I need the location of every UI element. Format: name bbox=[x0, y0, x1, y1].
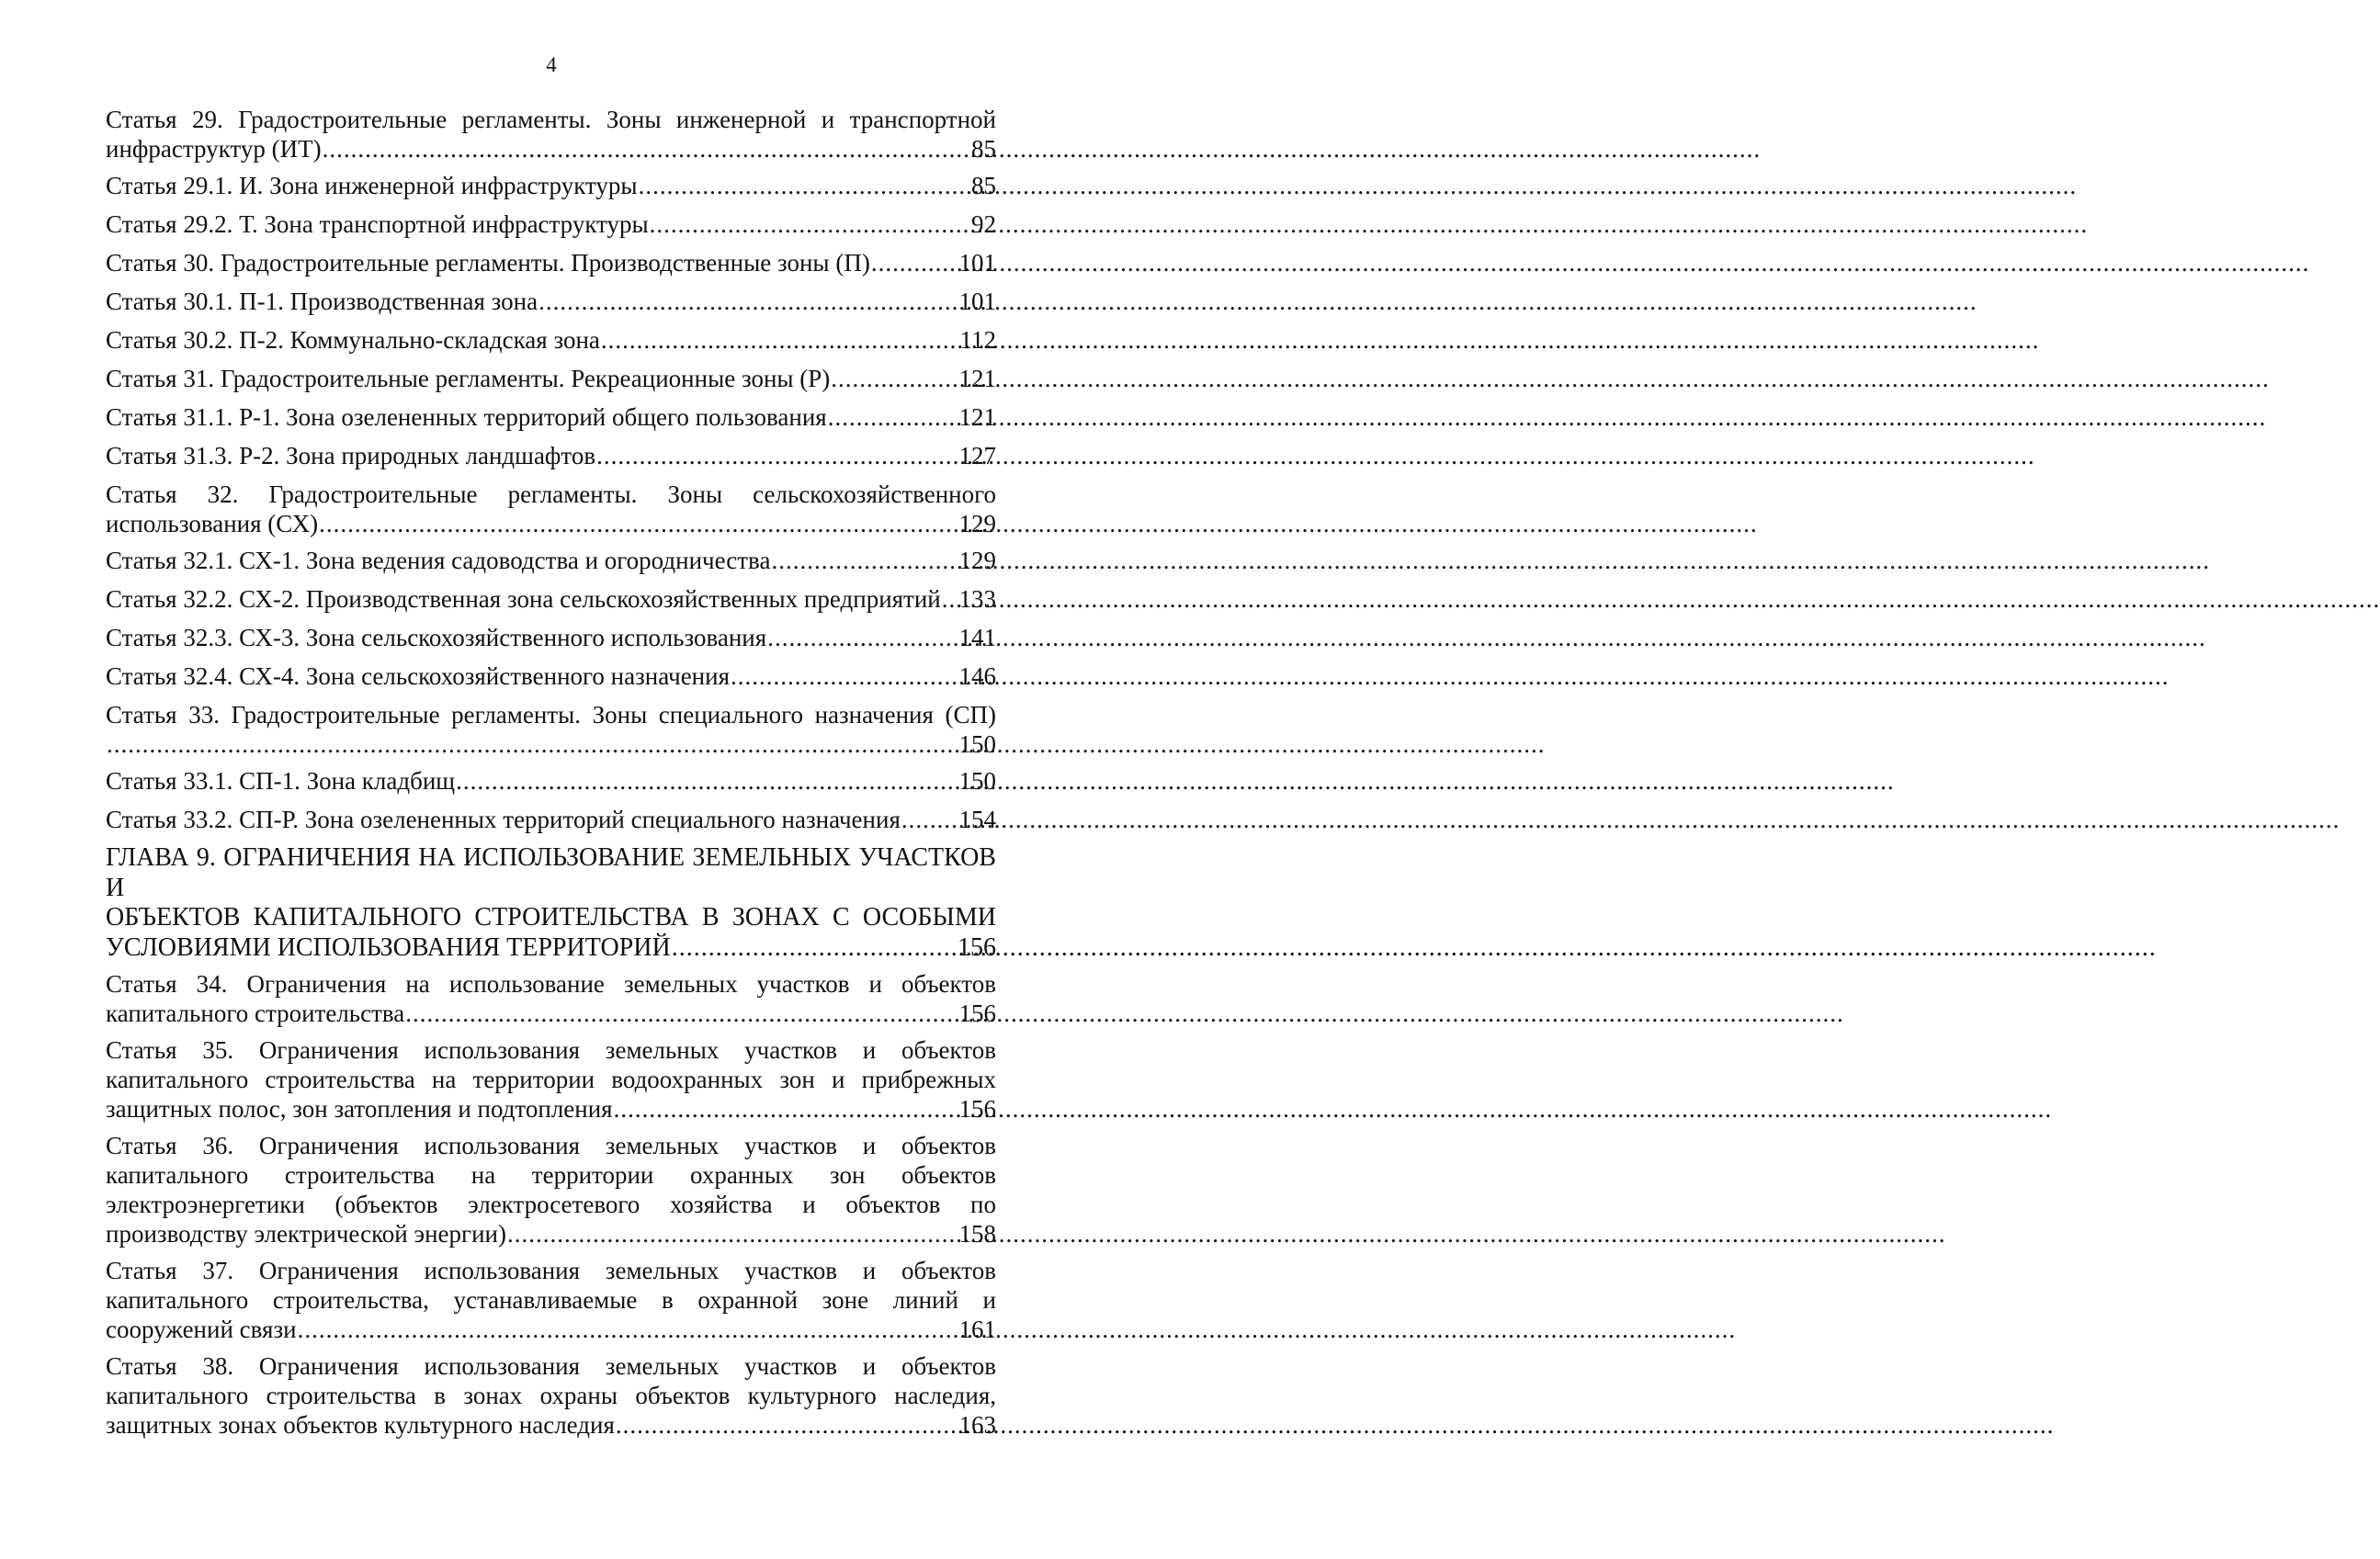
toc-entry bbox=[106, 209, 996, 239]
toc-entry bbox=[106, 1256, 996, 1344]
toc-entry-text-line: электроэнергетики (объектов электросетевого хозяйства и объектов по bbox=[106, 1191, 996, 1218]
toc-entry-last-line bbox=[106, 584, 996, 614]
toc-entry-last-line bbox=[106, 766, 996, 796]
toc-entry-text: Статья 31. Градостроительные регламенты. Рекреационные зоны (Р) bbox=[106, 365, 831, 392]
dot-leader bbox=[830, 364, 958, 393]
toc-entry bbox=[106, 584, 996, 614]
toc-page-number: 161 bbox=[958, 1316, 996, 1343]
dot-leader bbox=[297, 1315, 959, 1344]
toc-entry-text: инфраструктур (ИТ) bbox=[106, 135, 322, 163]
toc-entry-last-line bbox=[106, 134, 996, 164]
toc-page-number: 101 bbox=[958, 288, 996, 315]
toc-entry-text-line: Статья 36. Ограничения использования земельных участков и объектов bbox=[106, 1132, 996, 1159]
toc-entry-text: капитального строительства bbox=[106, 1000, 405, 1027]
toc-entry-text-line: ГЛАВА 9. ОГРАНИЧЕНИЯ НА ИСПОЛЬЗОВАНИЕ ЗЕМЕЛЬНЫХ УЧАСТКОВ И bbox=[106, 843, 996, 902]
toc-entry-text-line: Статья 38. Ограничения использования земельных участков и объектов bbox=[106, 1352, 996, 1380]
dot-leader bbox=[455, 766, 958, 796]
toc-entry bbox=[106, 364, 996, 393]
dot-leader bbox=[538, 287, 958, 316]
toc-chapter-heading bbox=[106, 843, 996, 963]
toc-entry-last-line bbox=[106, 1410, 996, 1440]
toc-entry-text-line: капитального строительства на территории водоохранных зон и прибрежных bbox=[106, 1066, 996, 1093]
toc-entry-last-line bbox=[106, 1315, 996, 1344]
toc-page-number: 150 bbox=[958, 767, 996, 795]
toc-entry-last-line bbox=[106, 805, 996, 834]
toc-entry-text-line: ОБЪЕКТОВ КАПИТАЛЬНОГО СТРОИТЕЛЬСТВА В ЗОНАХ С ОСОБЫМИ bbox=[106, 903, 996, 932]
toc-page-number: 158 bbox=[958, 1220, 996, 1248]
toc-entry bbox=[106, 700, 996, 759]
dot-leader bbox=[600, 325, 960, 355]
toc-entry bbox=[106, 1035, 996, 1124]
toc-entry-last-line bbox=[106, 729, 996, 759]
toc-page-number: 150 bbox=[958, 730, 996, 758]
toc-entry bbox=[106, 546, 996, 575]
toc-entry-last-line bbox=[106, 1219, 996, 1248]
toc-entry-last-line bbox=[106, 171, 996, 200]
dot-leader bbox=[671, 933, 958, 964]
toc-entry-last-line bbox=[106, 287, 996, 316]
toc-entry-text: Статья 29.1. И. Зона инженерной инфраструктуры bbox=[106, 172, 638, 199]
toc-entry-last-line bbox=[106, 248, 996, 277]
toc-entry bbox=[106, 171, 996, 200]
toc-entry-last-line bbox=[106, 364, 996, 393]
dot-leader bbox=[827, 402, 959, 432]
toc-entry-last-line bbox=[106, 623, 996, 652]
dot-leader bbox=[766, 623, 958, 652]
dot-leader bbox=[730, 661, 959, 691]
toc-entry-last-line bbox=[106, 661, 996, 691]
document-page bbox=[0, 0, 1103, 1559]
toc-entry-last-line bbox=[106, 933, 996, 964]
toc-entry-text-line: Статья 29. Градостроительные регламенты. Зоны инженерной и транспортной bbox=[106, 106, 996, 133]
toc-entry-text: защитных зонах объектов культурного наследия bbox=[106, 1411, 615, 1439]
toc-entry-text: Статья 32.3. СХ-3. Зона сельскохозяйственного использования bbox=[106, 624, 767, 651]
dot-leader bbox=[649, 209, 971, 239]
toc-entry-text-line: капитального строительства на территории охранных зон объектов bbox=[106, 1161, 996, 1189]
toc-entry-text-line: Статья 34. Ограничения на использование земельных участков и объектов bbox=[106, 970, 996, 998]
toc-entry-last-line bbox=[106, 999, 996, 1028]
toc-entry-last-line bbox=[106, 1094, 996, 1124]
toc-entry-last-line bbox=[106, 325, 996, 355]
toc-entry-text: Статья 30.2. П-2. Коммунально-складская зона bbox=[106, 326, 600, 354]
toc-entry-text: Статья 31.1. Р-1. Зона озелененных территорий общего пользования bbox=[106, 403, 827, 431]
toc-page-number: 133 bbox=[958, 585, 996, 613]
toc-entry bbox=[106, 105, 996, 164]
toc-entry-last-line bbox=[106, 546, 996, 575]
toc-entry-text-line: Статья 35. Ограничения использования земельных участков и объектов bbox=[106, 1036, 996, 1064]
toc-entry-text: Статья 33.1. СП-1. Зона кладбищ bbox=[106, 767, 456, 795]
toc-entry bbox=[106, 287, 996, 316]
toc-page-number: 127 bbox=[958, 442, 996, 469]
toc-entry bbox=[106, 766, 996, 796]
toc-entry bbox=[106, 441, 996, 470]
toc-entry bbox=[106, 969, 996, 1028]
toc-entry-text-line: капитального строительства, устанавливаемые в охранной зоне линий и bbox=[106, 1286, 996, 1314]
toc-entry bbox=[106, 248, 996, 277]
toc-entry-text: Статья 33.2. СП-Р. Зона озелененных территорий специального назначения bbox=[106, 806, 901, 833]
toc-entry-text-line: Статья 33. Градостроительные регламенты. Зоны специального назначения (СП) bbox=[106, 701, 996, 729]
toc-entry bbox=[106, 623, 996, 652]
toc-page-number: 112 bbox=[959, 326, 996, 354]
dot-leader bbox=[615, 1410, 959, 1440]
toc-entry-text: Статья 32.1. СХ-1. Зона ведения садоводства и огородничества bbox=[106, 547, 771, 574]
toc-entry-text: производству электрической энергии) bbox=[106, 1220, 506, 1248]
toc-entry-text-line: Статья 37. Ограничения использования земельных участков и объектов bbox=[106, 1257, 996, 1284]
toc-entry-text-line: капитального строительства в зонах охраны объектов культурного наследия, bbox=[106, 1382, 996, 1409]
table-of-contents bbox=[106, 105, 996, 1447]
toc-entry bbox=[106, 402, 996, 432]
toc-entry bbox=[106, 1131, 996, 1248]
toc-entry-text: Статья 30.1. П-1. Производственная зона bbox=[106, 288, 538, 315]
dot-leader bbox=[901, 805, 959, 834]
toc-entry-text: Статья 30. Градостроительные регламенты. Производственные зоны (П) bbox=[106, 249, 870, 277]
toc-page-number: 146 bbox=[958, 662, 996, 690]
toc-entry-text: УСЛОВИЯМИ ИСПОЛЬЗОВАНИЯ ТЕРРИТОРИЙ bbox=[106, 932, 671, 962]
toc-page-number: 92 bbox=[971, 210, 996, 238]
toc-entry-last-line bbox=[106, 441, 996, 470]
dot-leader bbox=[941, 584, 959, 614]
toc-entry-text: использования (СХ) bbox=[106, 510, 319, 537]
toc-page-number: 156 bbox=[958, 932, 996, 962]
toc-entry-last-line bbox=[106, 402, 996, 432]
dot-leader bbox=[506, 1219, 959, 1248]
page-number: 4 bbox=[546, 53, 557, 76]
toc-entry-text-line: Статья 32. Градостроительные регламенты. Зоны сельскохозяйственного bbox=[106, 480, 996, 508]
toc-page-number: 121 bbox=[958, 403, 996, 431]
toc-entry-text: Статья 29.2. Т. Зона транспортной инфраструктуры bbox=[106, 210, 649, 238]
dot-leader bbox=[322, 134, 971, 164]
toc-entry-text: Статья 32.2. СХ-2. Производственная зона сельскохозяйственных предприятий bbox=[106, 585, 941, 613]
toc-entry-text: защитных полос, зон затопления и подтопления bbox=[106, 1095, 613, 1123]
dot-leader bbox=[318, 509, 958, 538]
toc-page-number: 156 bbox=[958, 1000, 996, 1027]
toc-page-number: 129 bbox=[958, 547, 996, 574]
toc-entry bbox=[106, 805, 996, 834]
toc-entry bbox=[106, 661, 996, 691]
toc-page-number: 141 bbox=[958, 624, 996, 651]
toc-page-number: 156 bbox=[958, 1095, 996, 1123]
dot-leader bbox=[106, 729, 959, 759]
toc-page-number: 154 bbox=[958, 806, 996, 833]
toc-page-number: 129 bbox=[958, 510, 996, 537]
toc-page-number: 85 bbox=[971, 172, 996, 199]
toc-entry bbox=[106, 480, 996, 538]
dot-leader bbox=[870, 248, 959, 277]
toc-entry-text: сооружений связи bbox=[106, 1316, 297, 1343]
toc-entry bbox=[106, 1351, 996, 1440]
dot-leader bbox=[613, 1094, 959, 1124]
toc-entry bbox=[106, 325, 996, 355]
dot-leader bbox=[595, 441, 958, 470]
toc-entry-text: Статья 31.3. Р-2. Зона природных ландшафтов bbox=[106, 442, 596, 469]
toc-entry-last-line bbox=[106, 209, 996, 239]
toc-page-number: 101 bbox=[958, 249, 996, 277]
toc-entry-text: Статья 32.4. СХ-4. Зона сельскохозяйственного назначения bbox=[106, 662, 730, 690]
toc-page-number: 85 bbox=[971, 135, 996, 163]
dot-leader bbox=[638, 171, 971, 200]
dot-leader bbox=[404, 999, 958, 1028]
dot-leader bbox=[770, 546, 958, 575]
toc-page-number: 163 bbox=[958, 1411, 996, 1439]
toc-page-number: 121 bbox=[958, 365, 996, 392]
toc-entry-last-line bbox=[106, 509, 996, 538]
